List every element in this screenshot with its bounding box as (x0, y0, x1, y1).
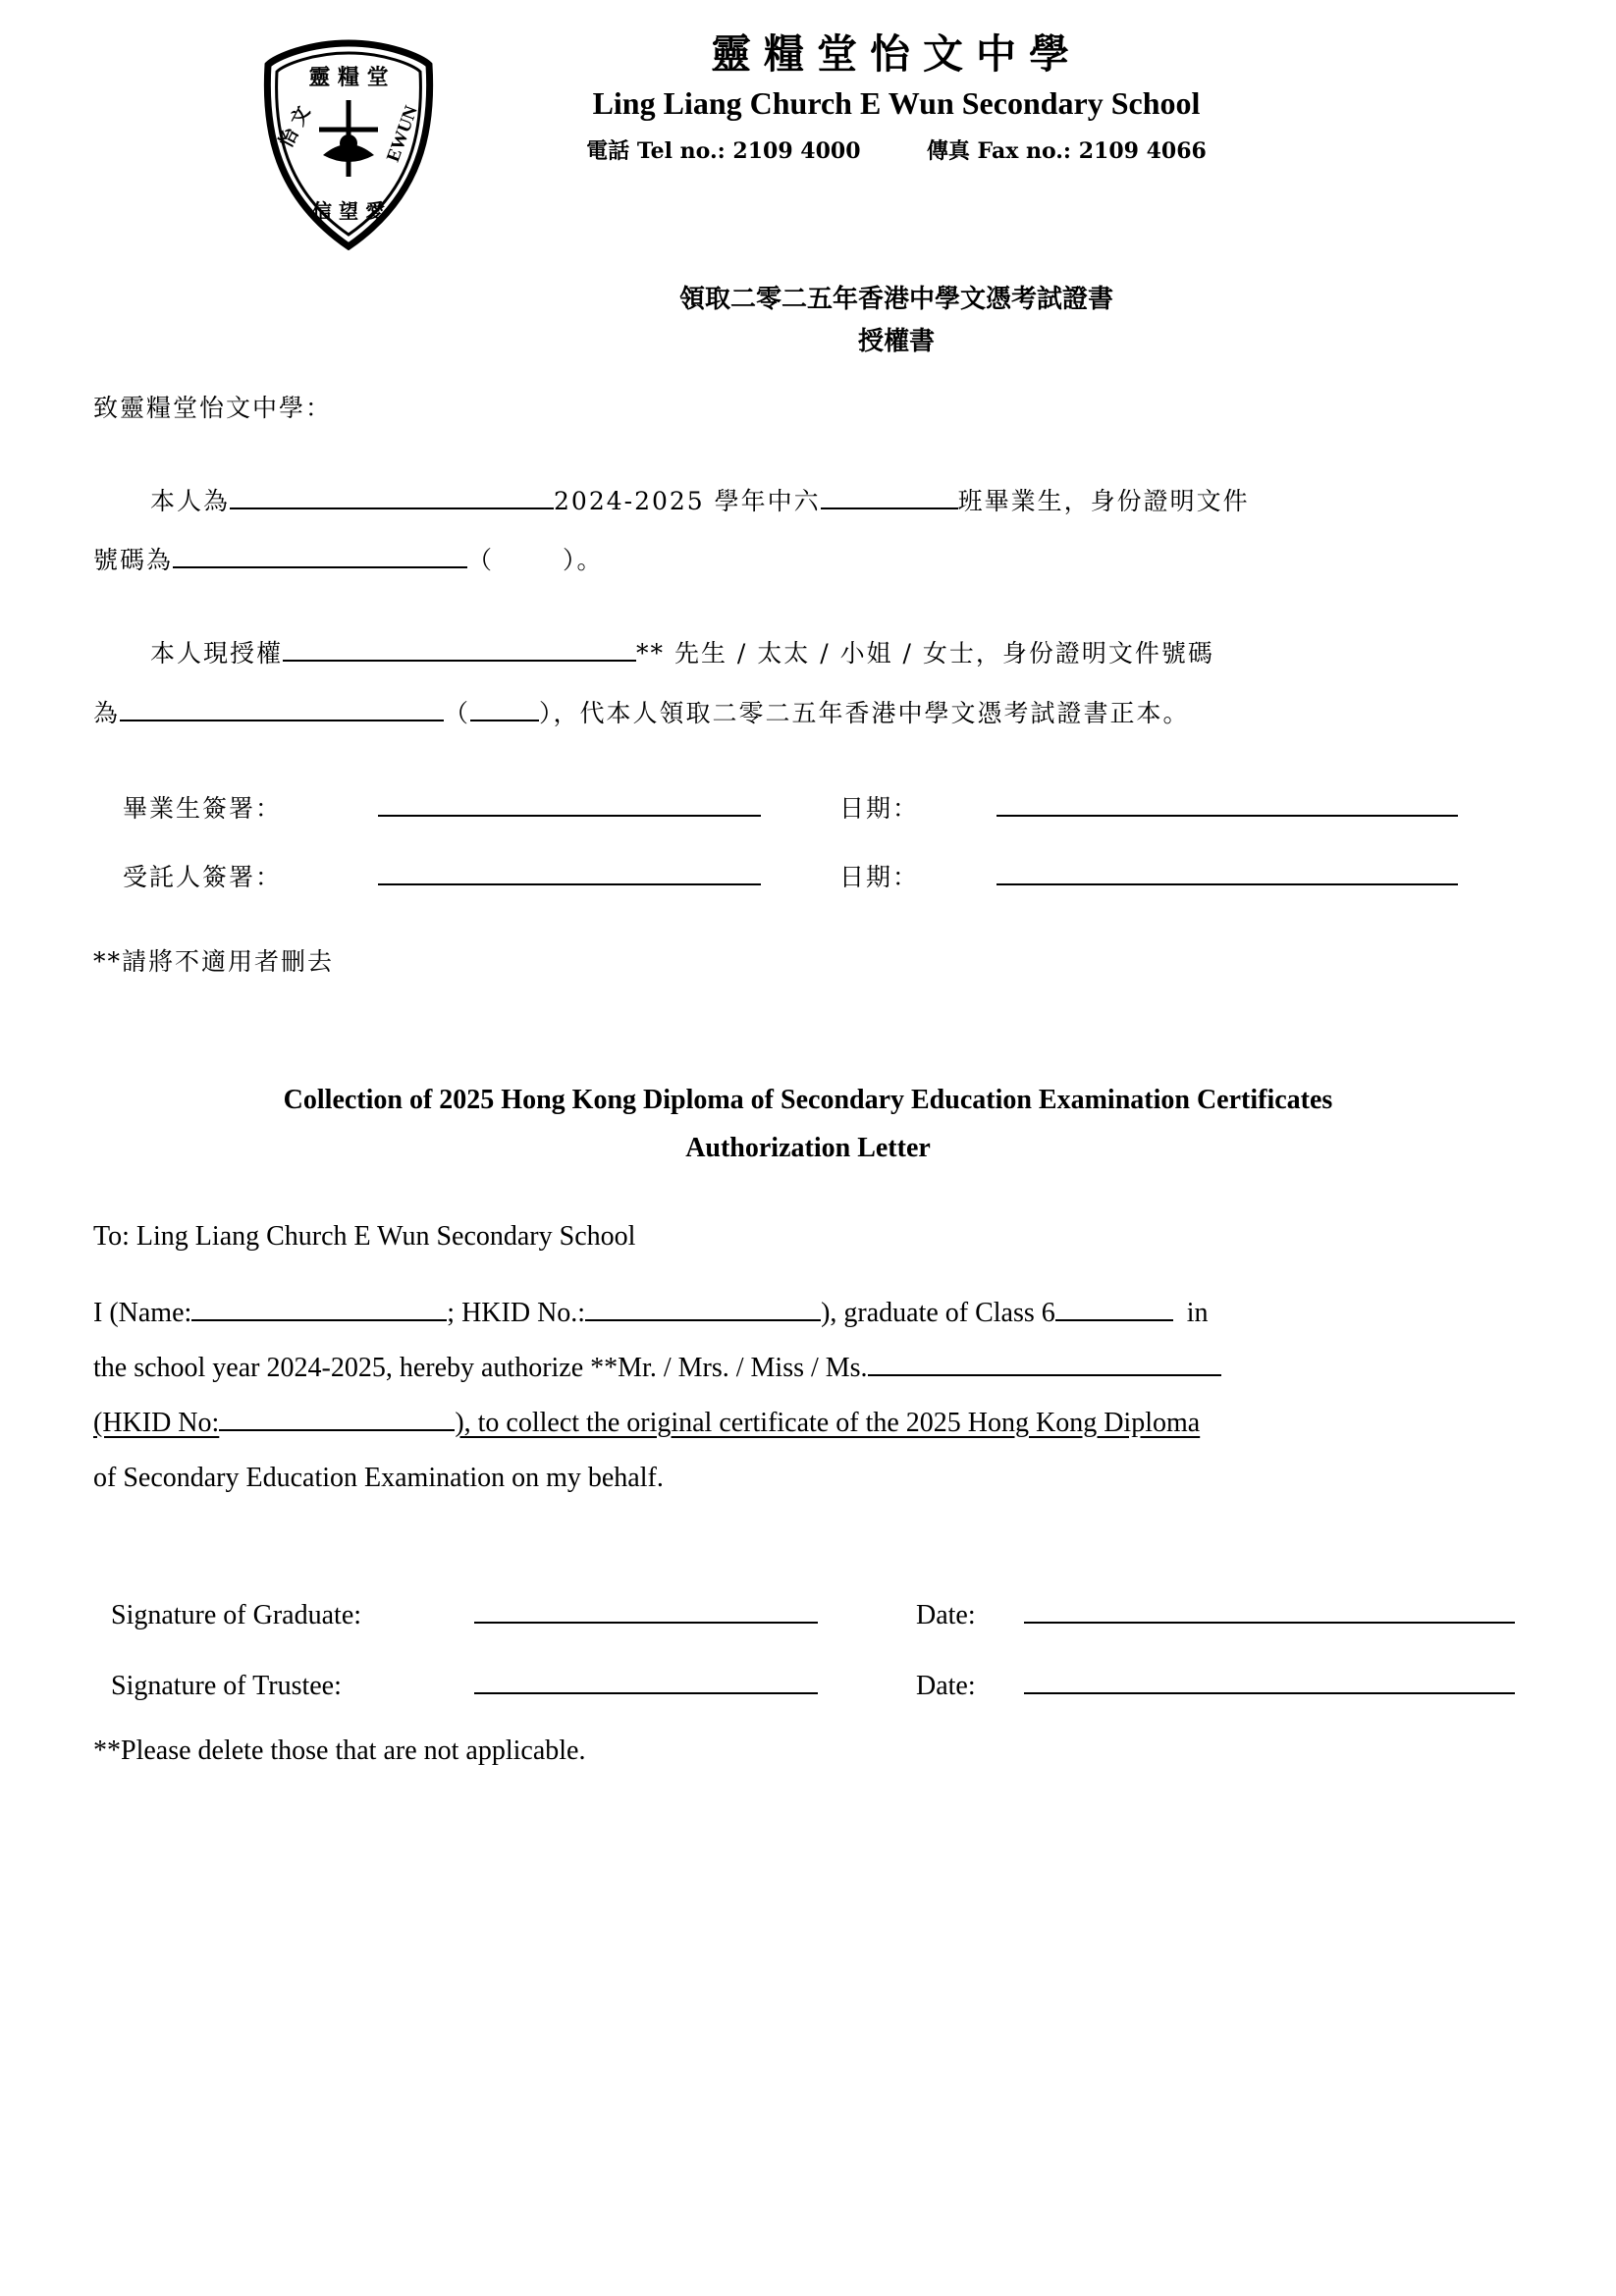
p2-text-b: ** 先生 / 太太 / 小姐 / 女士，身份證明文件號碼 (636, 639, 1214, 668)
trustee-hkid-field[interactable] (120, 691, 444, 721)
p1-text-f: ）。 (563, 546, 604, 575)
svg-text:靈 糧 堂: 靈 糧 堂 (308, 65, 389, 90)
trustee-name-field[interactable] (283, 631, 636, 662)
contact-line (417, 134, 1375, 165)
english-title-line-2: Authorization Letter (685, 1132, 931, 1163)
english-trustee-date-label: Date: (916, 1670, 976, 1701)
p2-text-c: 為 (93, 698, 121, 727)
en-text-b: ; HKID No.: (447, 1297, 586, 1328)
p2-text-d: （ (444, 698, 471, 727)
chinese-signature-block (93, 789, 1523, 893)
document-title-chinese (417, 279, 1523, 363)
school-name-chinese: 靈糧堂怡文中學 (711, 30, 1082, 78)
svg-text:EWUN: EWUN (382, 102, 422, 165)
letterhead (93, 29, 1523, 275)
p2-text-e: ），代本人領取二零二五年香港中學文憑考試證書正本。 (539, 698, 1190, 727)
english-title-line-1: Collection of 2025 Hong Kong Diploma of Secondary Education Examination Certificates (283, 1084, 1333, 1115)
chinese-trustee-signature-label: 受託人簽署： (123, 862, 283, 891)
chinese-paragraph-2-line2 (93, 690, 1523, 738)
school-name-english: Ling Liang Church E Wun Secondary School (592, 85, 1201, 122)
english-trustee-date-field[interactable] (1024, 1661, 1515, 1694)
chinese-graduate-signature-field[interactable] (378, 795, 761, 816)
document-title-english (93, 1076, 1523, 1172)
fax-label: 傳真 Fax no.: 2109 4066 (926, 138, 1207, 165)
chinese-trustee-signature-row (93, 858, 1523, 893)
chinese-recipient-line: 致靈糧堂怡文中學： (93, 393, 333, 422)
english-trustee-signature-field[interactable] (474, 1661, 818, 1694)
p1-text-a: 本人為 (150, 486, 231, 515)
english-graduate-date-field[interactable] (1024, 1590, 1515, 1624)
chinese-trustee-date-label: 日期： (839, 862, 920, 891)
chinese-graduate-signature-row (93, 789, 1523, 825)
title-line-1: 領取二零二五年香港中學文憑考試證書 (678, 285, 1113, 314)
english-paragraph-line-3 (93, 1396, 1523, 1451)
school-crest-icon (250, 39, 447, 250)
chinese-trustee-date-field[interactable] (997, 864, 1458, 884)
english-paragraph (93, 1286, 1523, 1506)
p1-text-c: 班畢業生，身份證明文件 (957, 486, 1250, 515)
english-class-field[interactable] (1055, 1287, 1173, 1320)
en-text-f: (HKID No: (93, 1407, 220, 1438)
english-graduate-hkid-field[interactable] (585, 1287, 821, 1320)
chinese-graduate-date-field[interactable] (997, 795, 1458, 816)
trustee-hkid-check-digit-field[interactable] (470, 691, 539, 721)
english-paragraph-line-4 (93, 1451, 1523, 1506)
graduate-name-field[interactable] (230, 479, 554, 509)
p1-text-e: （ (467, 546, 495, 575)
chinese-graduate-signature-label: 畢業生簽署： (123, 793, 283, 823)
svg-text:信 望 愛: 信 望 愛 (312, 199, 385, 223)
telephone-label: 電話 Tel no.: 2109 4000 (586, 138, 861, 165)
english-graduate-signature-field[interactable] (474, 1590, 818, 1624)
en-text-e: the school year 2024-2025, hereby authorize **Mr. / Mrs. / Miss / Ms. (93, 1352, 868, 1383)
english-trustee-hkid-field[interactable] (219, 1397, 455, 1430)
en-text-d: in (1186, 1297, 1209, 1328)
en-text-c: ), graduate of Class 6 (821, 1297, 1055, 1328)
en-text-h: of Secondary Education Examination on my behalf. (93, 1462, 664, 1493)
chinese-paragraph-1 (93, 478, 1523, 586)
english-paragraph-line-1 (93, 1286, 1523, 1341)
p1-text-b: 2024-2025 學年中六 (554, 486, 821, 515)
english-graduate-date-label: Date: (916, 1599, 976, 1630)
english-paragraph-line-2 (93, 1341, 1523, 1396)
class-field[interactable] (821, 479, 958, 509)
title-line-2: 授權書 (857, 326, 935, 356)
english-trustee-signature-row (93, 1661, 1523, 1702)
english-recipient-line: To: Ling Liang Church E Wun Secondary School (93, 1220, 636, 1252)
chinese-paragraph-1-line2 (93, 537, 1523, 585)
english-signature-block (93, 1590, 1523, 1702)
chinese-paragraph-2 (93, 630, 1523, 738)
graduate-hkid-field[interactable] (173, 539, 467, 569)
chinese-footnote: **請將不適用者刪去 (93, 946, 335, 976)
english-graduate-signature-row (93, 1590, 1523, 1631)
p2-text-a: 本人現授權 (150, 639, 284, 668)
p1-text-d: 號碼為 (93, 546, 174, 575)
en-text-g: ), to collect the original certificate of the 2025 Hong Kong Diploma (455, 1407, 1201, 1438)
chinese-trustee-signature-field[interactable] (378, 864, 761, 884)
english-trustee-name-field[interactable] (868, 1342, 1221, 1375)
english-trustee-signature-label: Signature of Trustee: (111, 1670, 342, 1701)
svg-text:怡 文: 怡 文 (274, 102, 315, 152)
en-text-a: I (Name: (93, 1297, 192, 1328)
english-graduate-signature-label: Signature of Graduate: (111, 1599, 362, 1630)
english-footnote: **Please delete those that are not applicable. (93, 1735, 586, 1766)
chinese-graduate-date-label: 日期： (839, 793, 920, 823)
english-graduate-name-field[interactable] (191, 1287, 447, 1320)
